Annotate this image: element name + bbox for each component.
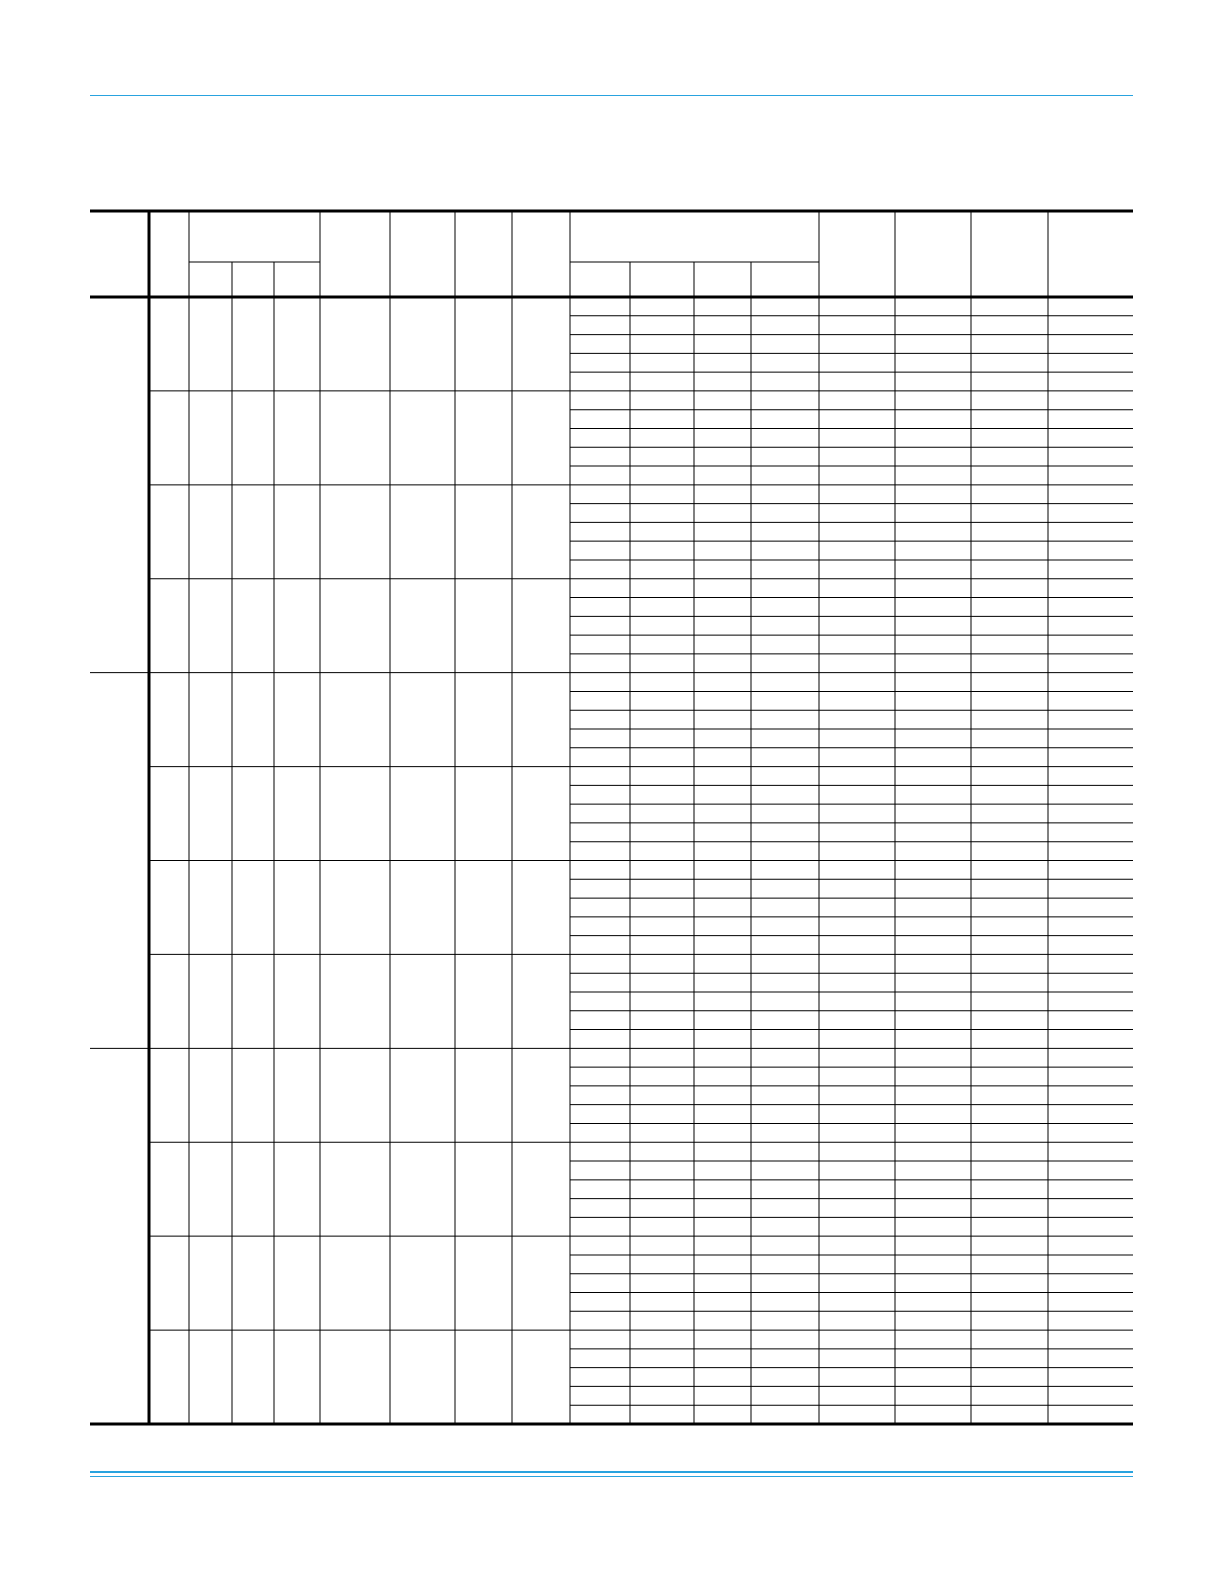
- footer-rule-secondary: [90, 1476, 1133, 1477]
- footer-rule: [90, 1471, 1133, 1473]
